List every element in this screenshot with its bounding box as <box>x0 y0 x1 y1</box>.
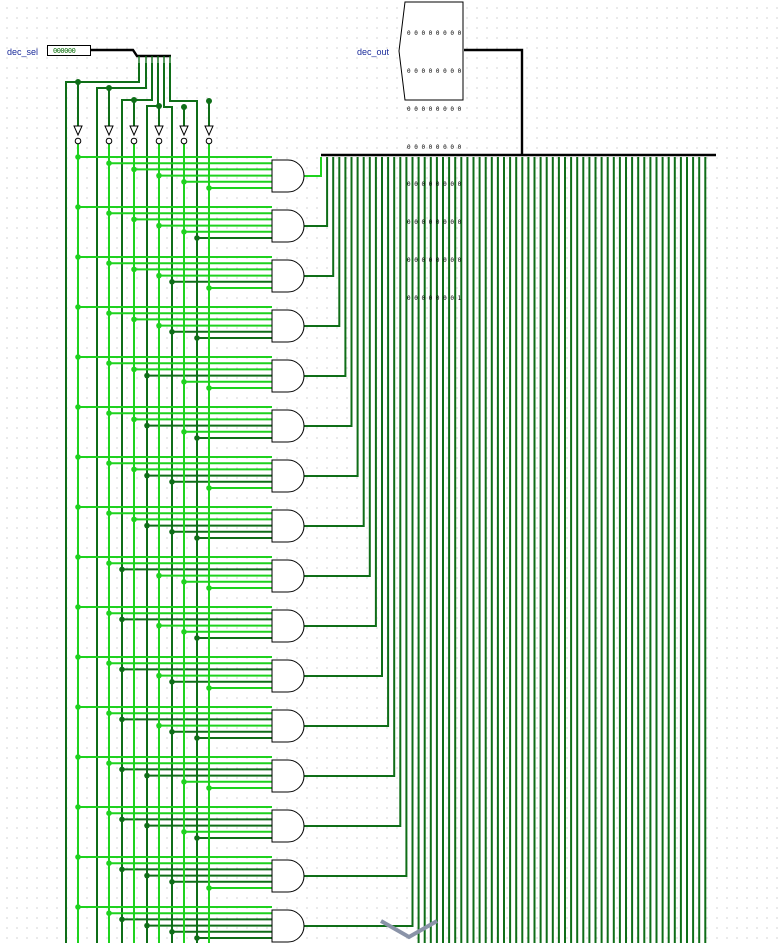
junction-dot <box>131 217 137 223</box>
junction-dot <box>119 567 125 573</box>
junction-dot <box>75 904 81 910</box>
junction-dot <box>131 467 137 473</box>
junction-dot <box>156 273 162 279</box>
junction-dot <box>206 185 212 191</box>
junction-dot <box>194 535 200 541</box>
junction-dot <box>156 573 162 579</box>
output-row: 0 0 0 0 0 0 0 0 <box>407 181 462 189</box>
junction-dot <box>75 654 81 660</box>
junction-dot <box>206 885 212 891</box>
junction-dot <box>131 97 137 103</box>
junction-dot <box>156 723 162 729</box>
junction-dot <box>106 810 112 816</box>
junction-dot <box>75 404 81 410</box>
junction-dot <box>106 160 112 166</box>
and-gate <box>272 260 304 292</box>
and-gate <box>272 460 304 492</box>
junction-dot <box>131 317 137 323</box>
gate-output-wire <box>304 157 321 176</box>
junction-dot <box>206 785 212 791</box>
and-gate <box>272 610 304 642</box>
junction-dot <box>75 354 81 360</box>
junction-dot <box>156 223 162 229</box>
junction-dot <box>119 867 125 873</box>
output-row: 0 0 0 0 0 0 0 0 <box>407 67 462 75</box>
junction-dot <box>181 579 187 585</box>
input-pin-dec-sel[interactable] <box>47 45 91 56</box>
junction-dot <box>75 254 81 260</box>
junction-dot <box>106 860 112 866</box>
junction-dot <box>106 560 112 566</box>
junction-dot <box>194 335 200 341</box>
junction-dot <box>131 167 137 173</box>
junction-dot <box>75 304 81 310</box>
junction-dot <box>144 923 150 929</box>
cursor-chevron <box>381 921 437 937</box>
junction-dot <box>156 623 162 629</box>
junction-dot <box>75 704 81 710</box>
junction-dot <box>206 685 212 691</box>
junction-dot <box>119 717 125 723</box>
inverter-icon <box>130 126 138 135</box>
gate-output-wire <box>304 157 333 276</box>
junction-dot <box>181 829 187 835</box>
junction-dot <box>75 554 81 560</box>
junction-dot <box>156 103 162 109</box>
output-row: 0 0 0 0 0 0 0 0 <box>407 256 462 264</box>
junction-dot <box>194 635 200 641</box>
junction-dot <box>181 229 187 235</box>
junction-dot <box>206 485 212 491</box>
gate-output-wires <box>304 157 705 943</box>
junction-dot <box>75 504 81 510</box>
junction-dot <box>75 204 81 210</box>
output-row: 0 0 0 0 0 0 0 0 <box>407 143 462 151</box>
mouse-cursor-icon <box>381 921 437 937</box>
junction-dot <box>169 279 175 285</box>
junction-dot <box>144 823 150 829</box>
inverter-bubble <box>206 138 212 144</box>
junction-dot <box>181 629 187 635</box>
bit-line <box>164 63 172 943</box>
and-gate <box>272 860 304 892</box>
inverter-bubble <box>131 138 137 144</box>
junction-dot <box>131 517 137 523</box>
output-row: 0 0 0 0 0 0 0 0 <box>407 105 462 113</box>
junction-dot <box>169 529 175 535</box>
junction-dot <box>119 667 125 673</box>
junction-dot <box>206 285 212 291</box>
junction-dot <box>169 679 175 685</box>
junction-dot <box>144 773 150 779</box>
inverter-icon <box>105 126 113 135</box>
bit-line <box>147 63 158 943</box>
junction-dot <box>106 360 112 366</box>
and-gate <box>272 160 304 192</box>
junction-dot <box>119 617 125 623</box>
and-gate <box>272 810 304 842</box>
junction-dot <box>194 435 200 441</box>
and-gate <box>272 210 304 242</box>
junction-dot <box>119 917 125 923</box>
junction-dot <box>169 729 175 735</box>
junction-dot <box>75 854 81 860</box>
junction-dot <box>156 173 162 179</box>
junction-dot <box>206 98 212 104</box>
junction-dot <box>181 379 187 385</box>
junction-dot <box>144 523 150 529</box>
junction-dot <box>106 410 112 416</box>
junction-dot <box>144 423 150 429</box>
gate-output-wire <box>304 157 327 226</box>
inverter-bubble <box>181 138 187 144</box>
output-row: 0 0 0 0 0 0 0 0 <box>407 30 462 38</box>
junction-dot <box>169 879 175 885</box>
inverter-icon <box>74 126 82 135</box>
junction-dot <box>119 767 125 773</box>
and-gate <box>272 760 304 792</box>
junction-dot <box>75 454 81 460</box>
and-gate <box>272 310 304 342</box>
junction-dot <box>119 817 125 823</box>
junction-dot <box>131 267 137 273</box>
output-pin-value <box>407 3 462 302</box>
junction-dot <box>106 310 112 316</box>
inverter-icon <box>180 126 188 135</box>
junction-dot <box>106 710 112 716</box>
and-gates[interactable] <box>272 160 304 942</box>
junction-dot <box>131 367 137 373</box>
inverters[interactable] <box>74 126 213 144</box>
and-gate <box>272 560 304 592</box>
and-gate <box>272 410 304 442</box>
output-row: 0 0 0 0 0 0 0 1 <box>407 294 462 302</box>
junction-dot <box>106 260 112 266</box>
gate-output-wire <box>304 157 394 776</box>
wire-junctions <box>75 79 212 941</box>
junction-dot <box>75 154 81 160</box>
junction-dot <box>194 735 200 741</box>
junction-dot <box>194 935 200 941</box>
junction-dot <box>75 754 81 760</box>
junction-dot <box>194 235 200 241</box>
gate-output-wire <box>304 157 406 876</box>
junction-dot <box>106 210 112 216</box>
and-gate <box>272 910 304 942</box>
junction-dot <box>169 479 175 485</box>
inverter-bubble <box>156 138 162 144</box>
junction-dot <box>169 929 175 935</box>
bus-to-output <box>464 50 522 155</box>
junction-dot <box>181 429 187 435</box>
junction-dot <box>75 804 81 810</box>
output-pin-label: dec_out <box>357 47 390 57</box>
junction-dot <box>206 385 212 391</box>
junction-dot <box>106 510 112 516</box>
and-gate <box>272 360 304 392</box>
junction-dot <box>194 835 200 841</box>
junction-dot <box>75 79 81 85</box>
gate-output-wire <box>304 157 358 476</box>
output-bus <box>321 50 716 155</box>
inverter-bubble <box>106 138 112 144</box>
junction-dot <box>156 323 162 329</box>
junction-dot <box>181 179 187 185</box>
junction-dot <box>169 329 175 335</box>
junction-dot <box>144 473 150 479</box>
and-gate <box>272 510 304 542</box>
junction-dot <box>144 873 150 879</box>
junction-dot <box>75 604 81 610</box>
and-gate <box>272 710 304 742</box>
input-pin-label: dec_sel <box>7 47 39 57</box>
junction-dot <box>156 673 162 679</box>
low-wires <box>66 63 272 943</box>
junction-dot <box>106 460 112 466</box>
junction-dot <box>144 373 150 379</box>
output-row: 0 0 0 0 0 0 0 0 <box>407 219 462 227</box>
input-pin-value: 000000 <box>53 47 76 55</box>
junction-dot <box>206 585 212 591</box>
junction-dot <box>181 779 187 785</box>
inverter-icon <box>155 126 163 135</box>
junction-dot <box>106 660 112 666</box>
junction-dot <box>106 760 112 766</box>
junction-dot <box>131 417 137 423</box>
inverter-icon <box>205 126 213 135</box>
inverter-bubble <box>75 138 81 144</box>
and-gate <box>272 660 304 692</box>
gate-output-wire <box>304 157 370 576</box>
junction-dot <box>106 610 112 616</box>
junction-dot <box>181 104 187 110</box>
input-splitter[interactable] <box>91 50 171 63</box>
splitter-bus <box>91 50 171 56</box>
junction-dot <box>106 85 112 91</box>
bit-line <box>66 63 139 943</box>
junction-dot <box>106 910 112 916</box>
